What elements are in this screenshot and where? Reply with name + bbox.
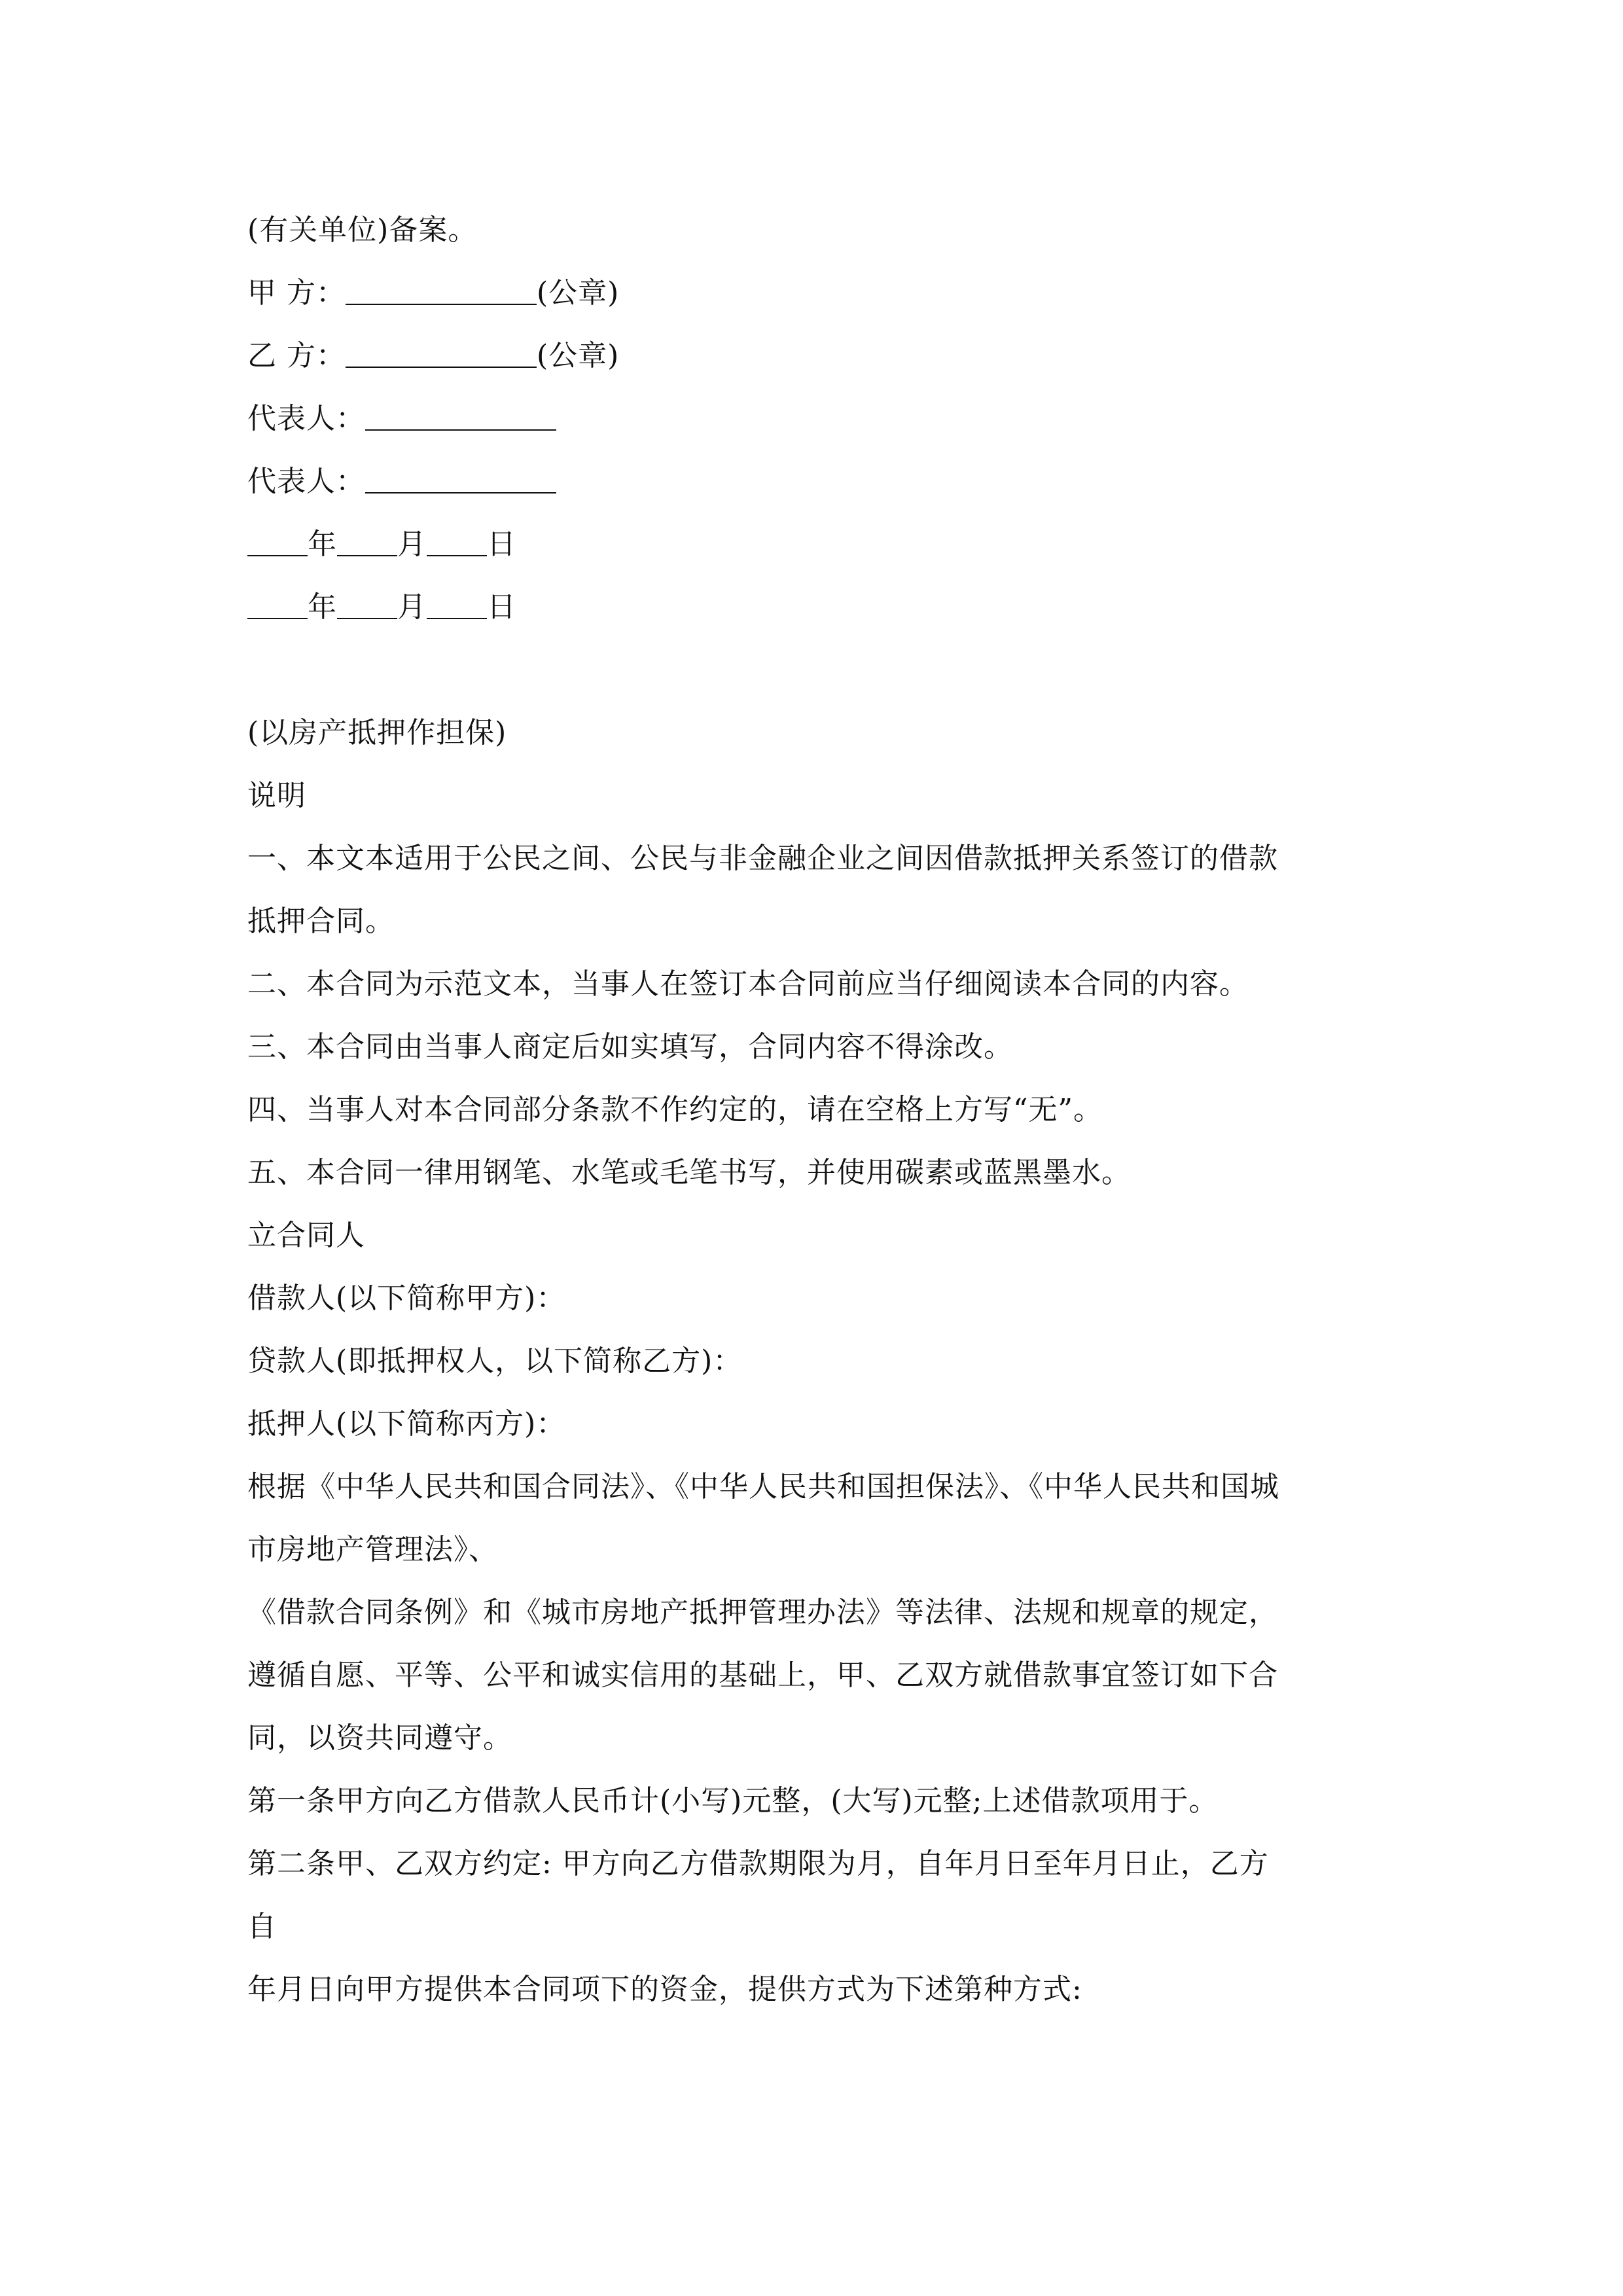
instruction-line: 一、本文本适用于公民之间、公民与非金融企业之间因借款抵押关系签订的借款 bbox=[247, 842, 1278, 875]
party-b-signature-line bbox=[247, 336, 619, 376]
instructions-title: 说明 bbox=[247, 779, 306, 812]
preamble-line: 市房地产管理法》、 bbox=[247, 1533, 498, 1566]
year-label: 年 bbox=[308, 590, 337, 624]
representative-1-line bbox=[247, 399, 556, 439]
month-label: 月 bbox=[397, 528, 427, 561]
article-2-continued: 自 bbox=[247, 1910, 277, 1943]
instruction-line: 三、本合同由当事人商定后如实填写，合同内容不得涂改。 bbox=[247, 1030, 1013, 1064]
preamble-line: 遵循自愿、平等、公平和诚实信用的基础上，甲、乙双方就借款事宜签订如下合 bbox=[247, 1659, 1278, 1692]
day-label: 日 bbox=[487, 590, 516, 624]
party-a-seal: (公章) bbox=[537, 276, 620, 310]
representative-1-blank bbox=[365, 403, 556, 431]
date-line-1 bbox=[247, 525, 516, 564]
article-1: 第一条甲方向乙方借款人民币计(小写)元整，(大写)元整;上述借款项用于。 bbox=[247, 1784, 1219, 1818]
instruction-line: 四、当事人对本合同部分条款不作约定的，请在空格上方写“无”。 bbox=[247, 1093, 1103, 1126]
contract-subtitle: (以房产抵押作担保) bbox=[247, 716, 507, 749]
parties-title: 立合同人 bbox=[247, 1219, 365, 1252]
lender-line: 贷款人(即抵押权人，以下简称乙方)： bbox=[247, 1344, 743, 1378]
article-2: 第二条甲、乙双方约定: 甲方向乙方借款期限为月，自年月日至年月日止，乙方 bbox=[247, 1847, 1269, 1880]
month-label: 月 bbox=[397, 590, 427, 624]
representative-1-label: 代表人： bbox=[247, 402, 365, 435]
year-blank bbox=[247, 592, 308, 619]
year-label: 年 bbox=[308, 528, 337, 561]
party-b-seal: (公章) bbox=[537, 339, 620, 372]
borrower-line: 借款人(以下简称甲方)： bbox=[247, 1282, 566, 1315]
representative-2-label: 代表人： bbox=[247, 465, 365, 498]
day-blank bbox=[427, 529, 487, 556]
year-blank bbox=[247, 529, 308, 556]
preamble-line: 同，以资共同遵守。 bbox=[247, 1721, 512, 1755]
day-label: 日 bbox=[487, 528, 516, 561]
party-a-signature-line bbox=[247, 274, 619, 313]
month-blank bbox=[337, 529, 397, 556]
party-a-blank bbox=[346, 278, 537, 305]
day-blank bbox=[427, 592, 487, 619]
filing-note: (有关单位)备案。 bbox=[247, 213, 478, 247]
preamble-line: 《借款合同条例》和《城市房地产抵押管理办法》等法律、法规和规章的规定， bbox=[247, 1596, 1278, 1629]
mortgagor-line: 抵押人(以下简称丙方)： bbox=[247, 1407, 566, 1441]
party-a-label: 甲 方： bbox=[247, 276, 346, 310]
party-b-blank bbox=[346, 340, 537, 368]
month-blank bbox=[337, 592, 397, 619]
article-2-continued: 年月日向甲方提供本合同项下的资金，提供方式为下述第种方式: bbox=[247, 1973, 1082, 2006]
instruction-line: 二、本合同为示范文本，当事人在签订本合同前应当仔细阅读本合同的内容。 bbox=[247, 967, 1249, 1001]
representative-2-line bbox=[247, 462, 556, 501]
date-line-2 bbox=[247, 588, 516, 627]
preamble-line: 根据《中华人民共和国合同法》、《中华人民共和国担保法》、《中华人民共和国城 bbox=[247, 1470, 1279, 1503]
representative-2-blank bbox=[365, 466, 556, 493]
instruction-line: 五、本合同一律用钢笔、水笔或毛笔书写，并使用碳素或蓝黑墨水。 bbox=[247, 1156, 1131, 1189]
instruction-line: 抵押合同。 bbox=[247, 905, 395, 938]
party-b-label: 乙 方： bbox=[247, 339, 346, 372]
